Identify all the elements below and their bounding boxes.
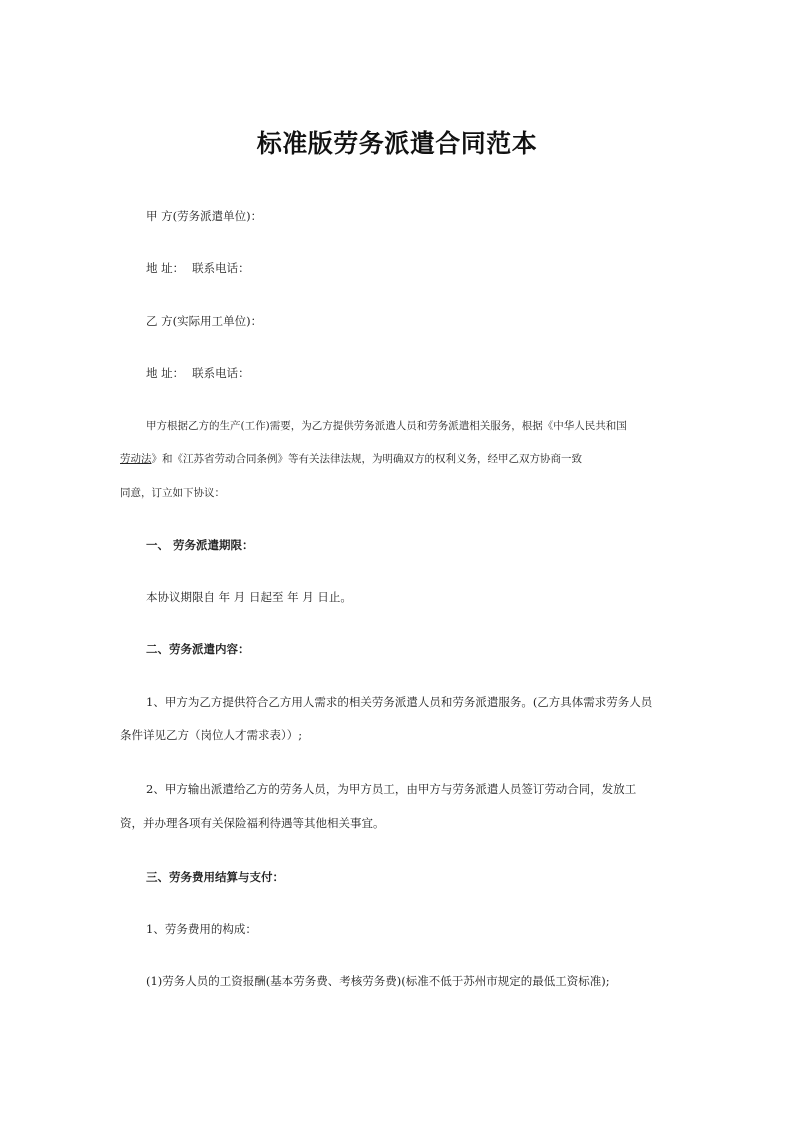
intro-paragraph-line-2-text: 》和《江苏省劳动合同条例》等有关法律法规，为明确双方的权利义务，经甲乙双方协商一致: [151, 453, 582, 465]
party-b-contact-line: [146, 365, 250, 381]
intro-paragraph-line-1: 甲方根据乙方的生产(工作)需要，为乙方提供劳务派遣人员和劳务派遣相关服务，根据《中华人民共和国: [146, 420, 627, 432]
address-label: 地 址：: [146, 261, 185, 275]
section-2-item-2-line-1: 2、甲方输出派遣给乙方的劳务人员，为甲方员工，由甲方与劳务派遣人员签订劳动合同，发放工: [146, 782, 637, 796]
intro-paragraph-line-2: [120, 451, 582, 467]
phone-label: 联系电话：: [192, 261, 250, 275]
party-b-line: 乙 方(实际用工单位)：: [146, 314, 263, 328]
section-3-item-1-sub-1: (1)劳务人员的工资报酬(基本劳务费、考核劳务费)(标准不低于苏州市规定的最低工资标准);: [146, 974, 610, 988]
address-label: 地 址：: [146, 366, 185, 380]
party-a-contact-line: [146, 260, 250, 276]
phone-label: 联系电话：: [192, 366, 250, 380]
section-2-item-1-line-2: 条件详见乙方（岗位人才需求表））;: [120, 728, 303, 742]
section-1-body: 本协议期限自 年 月 日起至 年 月 日止。: [146, 590, 352, 604]
section-3-item-1: 1、劳务费用的构成：: [146, 922, 257, 936]
section-1-heading: 一、 劳务派遣期限：: [146, 538, 254, 552]
section-2-item-1-line-1: 1、甲方为乙方提供符合乙方用人需求的相关劳务派遣人员和劳务派遣服务。(乙方具体需求劳务人员: [146, 695, 653, 709]
labor-law-link[interactable]: 劳动法: [120, 453, 152, 465]
section-2-heading: 二、劳务派遣内容：: [146, 642, 250, 656]
party-a-line: 甲 方(劳务派遣单位)：: [146, 209, 263, 223]
intro-paragraph-line-3: 同意，订立如下协议：: [120, 487, 225, 499]
section-3-heading: 三、劳务费用结算与支付：: [146, 870, 284, 884]
document-title: 标准版劳务派遣合同范本: [256, 129, 538, 158]
section-2-item-2-line-2: 资，并办理各项有关保险福利待遇等其他相关事宜。: [120, 816, 385, 830]
